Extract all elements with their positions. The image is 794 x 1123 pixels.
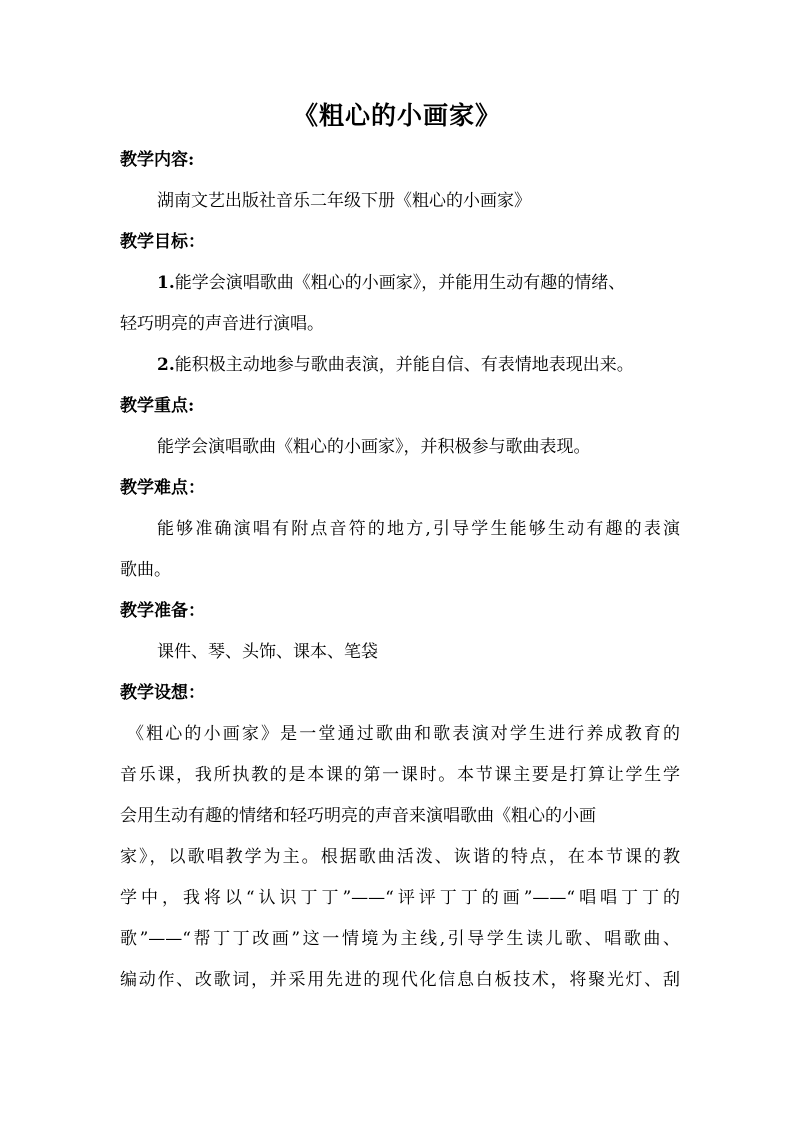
objective-1-text: 能学会演唱歌曲《粗心的小画家》，并能用生动有趣的情绪、 xyxy=(174,273,626,293)
difficulties-line-2: 歌曲。 xyxy=(120,560,171,580)
objective-2-line-1 xyxy=(157,350,680,380)
preparation-line: 课件、琴、头饰、课本、笔袋 xyxy=(157,642,378,662)
section-heading-key-points: 教学重点: xyxy=(120,396,195,416)
concept-line-2: 音乐课，我所执教的是本课的第一课时。本节课主要是打算让学生学 xyxy=(120,765,680,785)
concept-line-7: 编动作、改歌词，并采用先进的现代化信息白板技术，将聚光灯、刮 xyxy=(120,970,680,990)
content-line: 湖南文艺出版社音乐二年级下册《粗心的小画家》 xyxy=(157,191,531,211)
section-heading-objectives: 教学目标： xyxy=(120,232,205,252)
section-heading-preparation: 教学准备： xyxy=(120,601,205,621)
objective-1-line-1 xyxy=(157,268,680,298)
objective-2-number: 2. xyxy=(157,355,175,375)
section-heading-concept: 教学设想： xyxy=(120,683,205,703)
concept-line-3: 会用生动有趣的情绪和轻巧明亮的声音来演唱歌曲《粗心的小画 xyxy=(120,806,596,826)
objective-1-number: 1. xyxy=(157,273,175,293)
key-points-line: 能学会演唱歌曲《粗心的小画家》，并积极参与歌曲表现。 xyxy=(157,437,591,457)
concept-line-6: 歌”——“帮丁丁改画”这一情境为主线,引导学生读儿歌、唱歌曲、 xyxy=(120,929,680,949)
section-heading-difficulties: 教学难点： xyxy=(120,478,205,498)
section-heading-content: 教学内容: xyxy=(120,150,195,170)
difficulties-line-1: 能够准确演唱有附点音符的地方,引导学生能够生动有趣的表演 xyxy=(157,519,680,539)
objective-2-text: 能积极主动地参与歌曲表演，并能自信、有表情地表现出来。 xyxy=(174,355,634,375)
objective-1-line-2: 轻巧明亮的声音进行演唱。 xyxy=(120,314,324,334)
concept-line-4: 家》，以歌唱教学为主。根据歌曲活泼、诙谐的特点，在本节课的教 xyxy=(120,847,680,867)
document-title: 《粗心的小画家》 xyxy=(292,101,501,130)
concept-line-5: 学中，我将以“认识丁丁”——“评评丁丁的画”——“唱唱丁丁的 xyxy=(120,888,680,908)
concept-line-1: 《粗心的小画家》是一堂通过歌曲和歌表演对学生进行养成教育的 xyxy=(127,724,680,744)
